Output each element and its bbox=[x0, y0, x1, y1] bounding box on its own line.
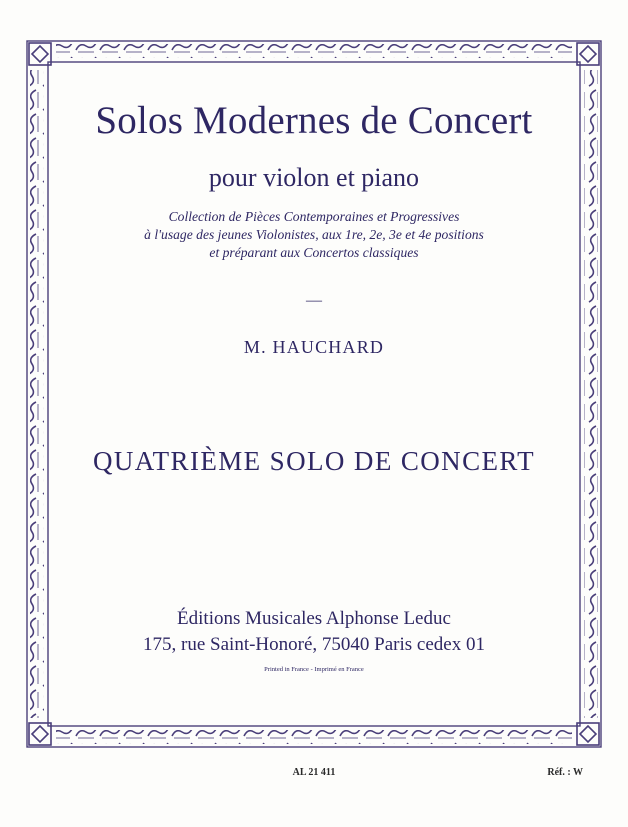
description-line: Collection de Pièces Contemporaines et Progressives bbox=[168, 209, 460, 224]
collection-description bbox=[62, 208, 566, 262]
collection-subtitle: pour violon et piano bbox=[208, 163, 420, 192]
separator-dash: — bbox=[306, 292, 322, 309]
description-line: à l'usage des jeunes Violonistes, aux 1re, 2e, 3e et 4e positions bbox=[144, 227, 484, 242]
catalog-number: AL 21 411 bbox=[292, 767, 336, 778]
composer-name: M. HAUCHARD bbox=[243, 337, 385, 357]
work-title: QUATRIÈME SOLO DE CONCERT bbox=[92, 446, 536, 476]
cover-content bbox=[62, 70, 566, 720]
reference-code: Réf. : W bbox=[547, 767, 583, 778]
printed-notice: Printed in France - Imprimé en France bbox=[264, 666, 364, 673]
publisher-address: 175, rue Saint-Honoré, 75040 Paris cedex 01 bbox=[143, 634, 485, 655]
description-line: et préparant aux Concertos classiques bbox=[209, 245, 419, 260]
collection-title: Solos Modernes de Concert bbox=[95, 99, 533, 142]
publisher-name: Éditions Musicales Alphonse Leduc bbox=[177, 608, 451, 629]
